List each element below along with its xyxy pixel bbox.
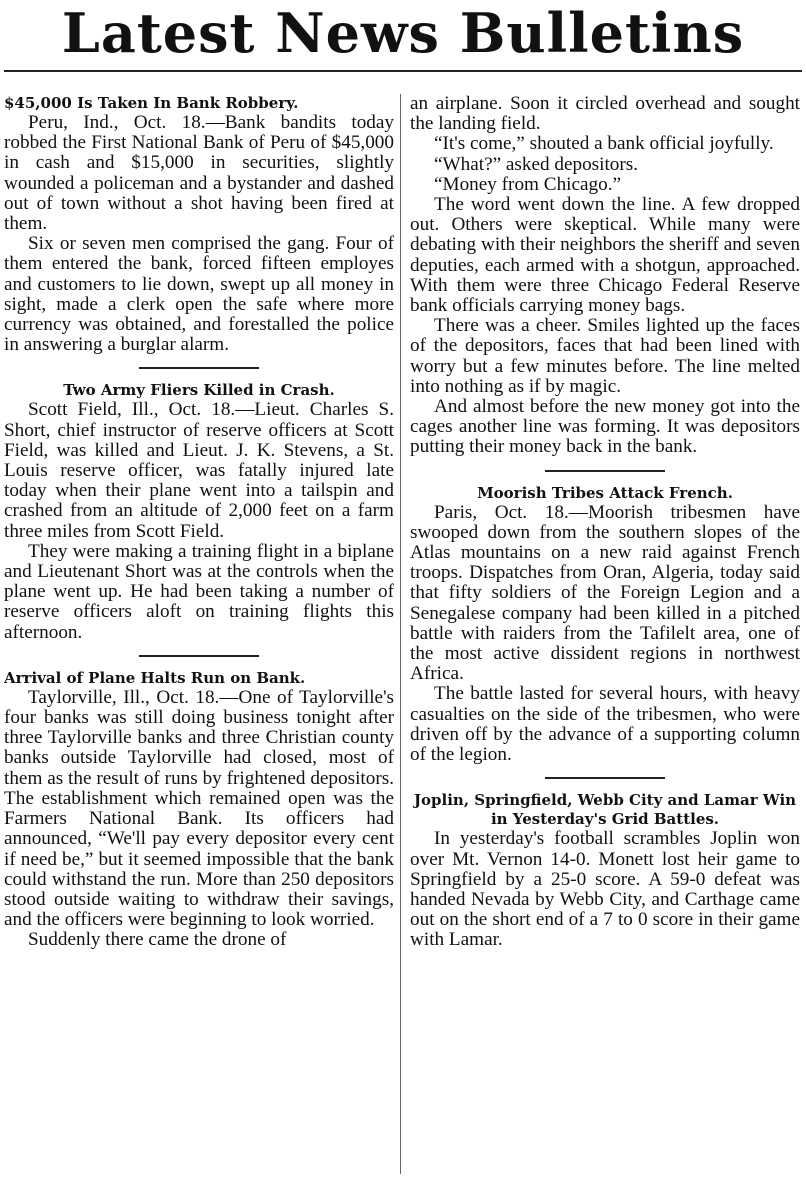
story-headline-plane-halts-run: Arrival of Plane Halts Run on Bank.	[4, 668, 306, 687]
story-paragraph: Paris, Oct. 18.—Moorish tribesmen have swooped down from the southern slopes of the Atlas mountains on a new raid against French troops. Dispatches from Oran, Algeria, today said that fifty soldiers of the Foreign Legion and a Senegalese company had been killed in a pitched battle with raiders from the Tafilelt area, one of the most active dissident regions in northwest Africa.	[410, 501, 800, 685]
story-paragraph: an airplane. Soon it circled overhead and sought the landing field.	[410, 94, 800, 135]
story-paragraph: Taylorville, Ill., Oct. 18.—One of Taylorville's four banks was still doing business tonight after three Taylorville banks and three Christian county banks outside Taylorville had closed, most of them as the result of runs by frightened depositors. The establishment which remained open was the Farmers National Bank. Its officers had announced, “We'll pay every depositor every cent if need be,” but it seemed impossible that the bank could withstand the run. More than 250 depositors stood outside waiting to withdraw their savings, and the officers were beginning to look worried.	[4, 686, 394, 931]
story-paragraph: In yesterday's football scrambles Joplin won over Mt. Vernon 14-0. Monett lost heir game to Springfield by a 25-0 score. A 59-0 defeat was handed Nevada by Webb City, and Carthage came out on the short end of a 7 to 0 score in their game with Lamar.	[410, 828, 800, 951]
story-paragraph: Six or seven men comprised the gang. Four of them entered the bank, forced fifteen employes and customers to lie down, swept up all money in sight, made a clerk open the safe where more currency was obtained, and forestalled the police in answering a burglar alarm.	[4, 233, 394, 356]
column-divider	[400, 94, 401, 1174]
story-paragraph: The battle lasted for several hours, with heavy casualties on the side of the tribesmen, who were driven off by the advance of a supporting column of the legion.	[410, 683, 800, 766]
right-column	[410, 94, 800, 1180]
masthead-rule	[4, 70, 802, 72]
story-paragraph: Scott Field, Ill., Oct. 18.—Lieut. Charles S. Short, chief instructor of reserve officers at Scott Field, was killed and Lieut. J. K. Stevens, a St. Louis reserve officer, was fatally injured late today when their plane went into a tailspin and crashed from an altitude of 2,000 feet on a farm three miles from Scott Field.	[4, 399, 394, 542]
story-headline-moorish-tribes: Moorish Tribes Attack French.	[477, 483, 733, 502]
story-paragraph: There was a cheer. Smiles lighted up the faces of the depositors, faces that had been lined with worry but a few minutes before. The line melted into nothing as if by magic.	[410, 315, 800, 397]
story-paragraph: “It's come,” shouted a bank official joyfully.	[434, 133, 774, 155]
story-separator	[545, 777, 665, 779]
story-paragraph: And almost before the new money got into the cages another line was forming. It was depositors putting their money back in the bank.	[410, 396, 800, 458]
story-paragraph: “What?” asked depositors.	[434, 153, 639, 175]
masthead-title: Latest News Bulletins	[61, 1, 745, 65]
left-column	[4, 94, 394, 1180]
story-headline-army-fliers: Two Army Fliers Killed in Crash.	[63, 381, 335, 400]
story-paragraph: The word went down the line. A few dropped out. Others were skeptical. While many were debating with their neighbors the sheriff and seven deputies, each armed with a shotgun, approached. With them were three Chicago Federal Reserve bank officials carrying money bags.	[410, 194, 800, 317]
story-separator	[139, 655, 259, 657]
story-paragraph: “Money from Chicago.”	[434, 173, 622, 195]
story-separator	[139, 367, 259, 369]
story-paragraph: Suddenly there came the drone of	[28, 929, 287, 951]
story-headline-bank-robbery: $45,000 Is Taken In Bank Robbery.	[4, 94, 299, 112]
story-separator	[545, 470, 665, 472]
story-headline-grid-battles: Joplin, Springfield, Webb City and Lamar Win in Yesterday's Grid Battles.	[413, 791, 797, 829]
story-paragraph: They were making a training flight in a biplane and Lieutenant Short was at the controls when the plane went up. He had been taking a number of reserve officers aloft on training flights this afternoon.	[4, 540, 394, 643]
story-paragraph: Peru, Ind., Oct. 18.—Bank bandits today robbed the First National Bank of Peru of $45,000 in cash and $15,000 in securities, slightly wounded a policeman and a bystander and dashed out of town without a shot having been fired at them.	[4, 112, 394, 235]
